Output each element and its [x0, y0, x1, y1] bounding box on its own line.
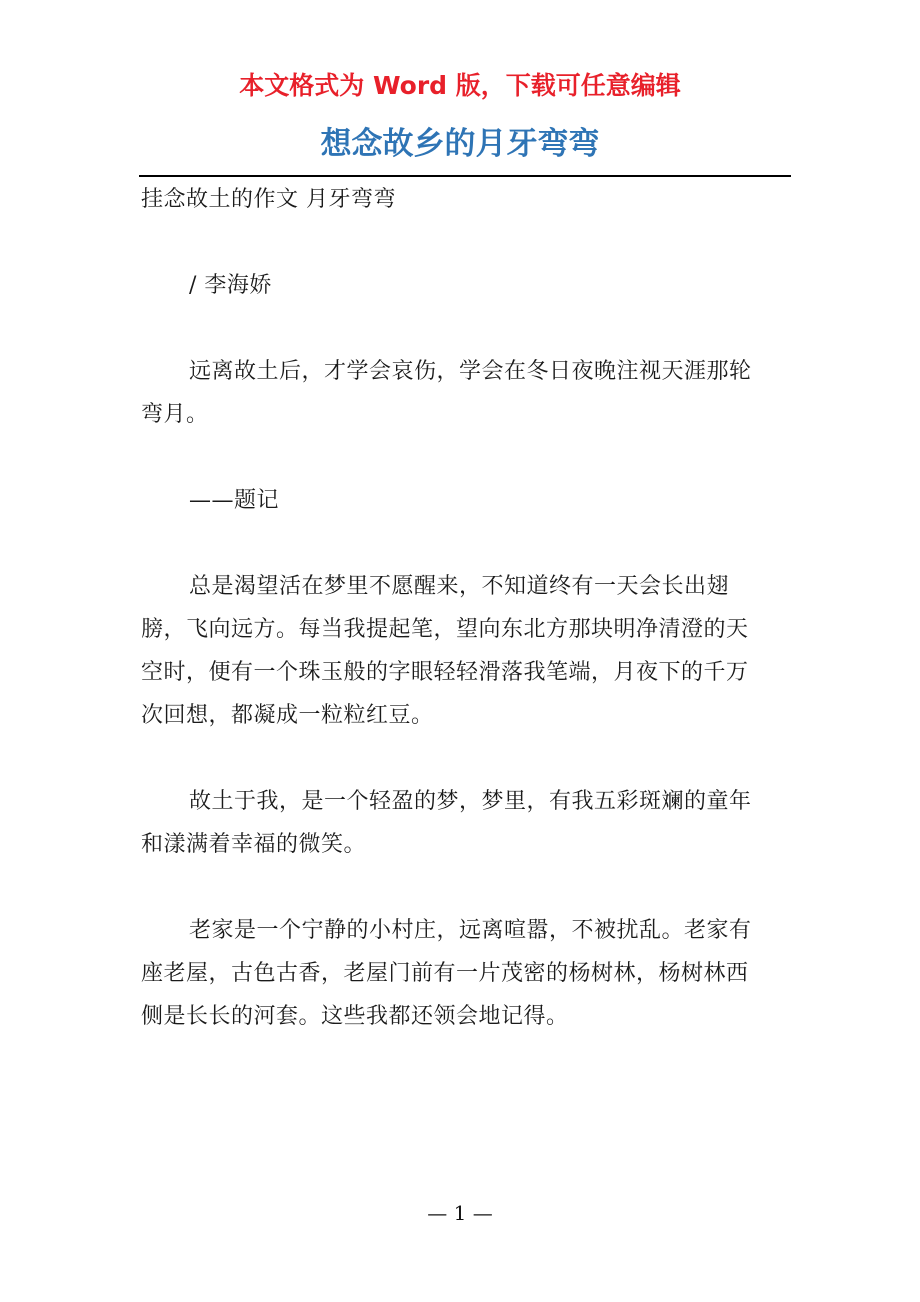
- article-epigraph: 远离故土后，才学会哀伤，学会在冬日夜晚注视天涯那轮弯月。: [141, 359, 752, 427]
- format-notice-banner: 本文格式为 Word 版，下载可任意编辑: [239, 71, 681, 100]
- epigraph-source: ——题记: [189, 488, 280, 513]
- document-title: 想念故乡的月牙弯弯: [320, 126, 600, 162]
- article-paragraph: 老家是一个宁静的小村庄，远离喧嚣，不被扰乱。老家有座老屋，古色古香，老屋门前有一片茂密的杨树林，杨树林西侧是长长的河套。这些我都还领会地记得。: [141, 918, 752, 1029]
- article-paragraph: 故土于我，是一个轻盈的梦，梦里，有我五彩斑斓的童年和漾满着幸福的微笑。: [141, 789, 752, 857]
- paragraph-gap: [141, 522, 761, 565]
- paragraph-gap: [141, 436, 761, 479]
- page-number: — 1 —: [427, 1201, 493, 1225]
- article-subtitle: 挂念故土的作文 月牙弯弯: [141, 187, 396, 212]
- article-paragraph: 总是渴望活在梦里不愿醒来，不知道终有一天会长出翅膀，飞向远方。每当我提起笔，望向东北方那块明净清澄的天空时，便有一个珠玉般的字眼轻轻滑落我笔端，月夜下的千万次回想，都凝成一粒粒红豆。: [141, 574, 749, 728]
- article-author: / 李海娇: [189, 273, 272, 298]
- paragraph-gap: [141, 221, 761, 264]
- paragraph-gap: [141, 866, 761, 909]
- paragraph-gap: [141, 307, 761, 350]
- article-body: [141, 178, 761, 1038]
- paragraph-gap: [141, 737, 761, 780]
- title-divider: [139, 175, 791, 177]
